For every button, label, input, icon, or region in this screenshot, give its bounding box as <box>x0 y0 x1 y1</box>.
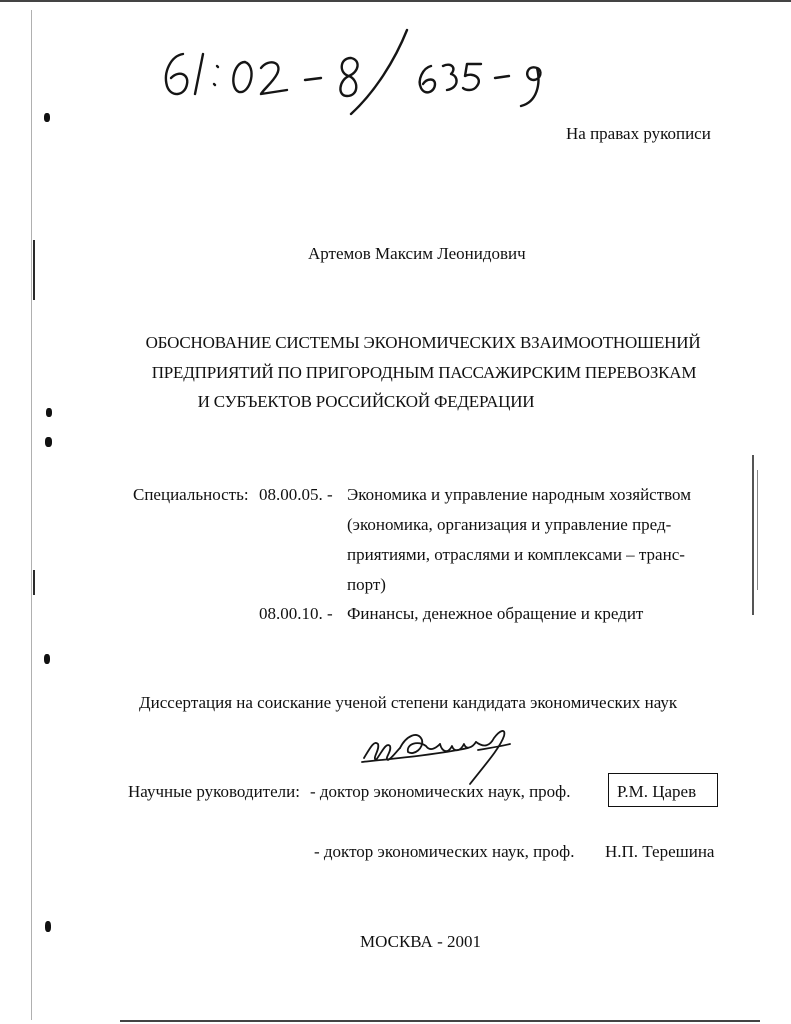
city-year: МОСКВА - 2001 <box>360 932 481 951</box>
scan-edge-bottom <box>120 1020 760 1022</box>
specialty-code-1: 08.00.05. - <box>259 485 333 504</box>
rights-note: На правах рукописи <box>566 124 711 143</box>
title-line-3: И СУБЪЕКТОВ РОССИЙСКОЙ ФЕДЕРАЦИИ <box>197 392 535 411</box>
supervisor-1-degree: - доктор экономических наук, проф. <box>310 782 571 801</box>
scan-edge-left-mark <box>33 240 35 300</box>
specialty-code-2: 08.00.10. - <box>259 604 333 623</box>
scan-edge-top <box>0 0 791 2</box>
scan-edge-right-mark <box>752 455 754 615</box>
specialty-label: Специальность: <box>133 485 249 504</box>
title-line-1: ОБОСНОВАНИЕ СИСТЕМЫ ЭКОНОМИЧЕСКИХ ВЗАИМООТНОШЕНИЙ <box>145 333 701 352</box>
supervisor-1-name: Р.М. Царев <box>617 782 697 801</box>
specialty-description-1-line-2: (экономика, организация и управление пред- <box>347 515 672 534</box>
specialty-description-1-line-1: Экономика и управление народным хозяйством <box>347 485 691 504</box>
scan-edge-left-mark <box>33 570 35 595</box>
supervisors-label: Научные руководители: <box>128 782 300 801</box>
title-line-2: ПРЕДПРИЯТИЙ ПО ПРИГОРОДНЫМ ПАССАЖИРСКИМ ПЕРЕВОЗКАМ <box>151 363 697 382</box>
handwritten-signature <box>360 718 530 788</box>
specialty-description-1-line-3: приятиями, отраслями и комплексами – транс- <box>347 545 685 564</box>
scan-dot <box>45 921 51 932</box>
scan-edge-left-line <box>31 10 32 1020</box>
specialty-description-1-line-4: порт) <box>347 575 386 594</box>
scan-dot <box>45 437 52 447</box>
supervisor-2-degree: - доктор экономических наук, проф. <box>314 842 575 861</box>
scan-edge-right-mark <box>757 470 758 590</box>
author-name: Артемов Максим Леонидович <box>308 244 526 263</box>
scan-dot <box>44 654 50 664</box>
dissertation-note: Диссертация на соискание ученой степени кандидата экономических наук <box>139 693 678 712</box>
supervisor-2-name: Н.П. Терешина <box>605 842 715 861</box>
scan-dot <box>44 113 50 122</box>
specialty-description-2: Финансы, денежное обращение и кредит <box>347 604 644 623</box>
handwritten-archive-number <box>145 10 565 120</box>
